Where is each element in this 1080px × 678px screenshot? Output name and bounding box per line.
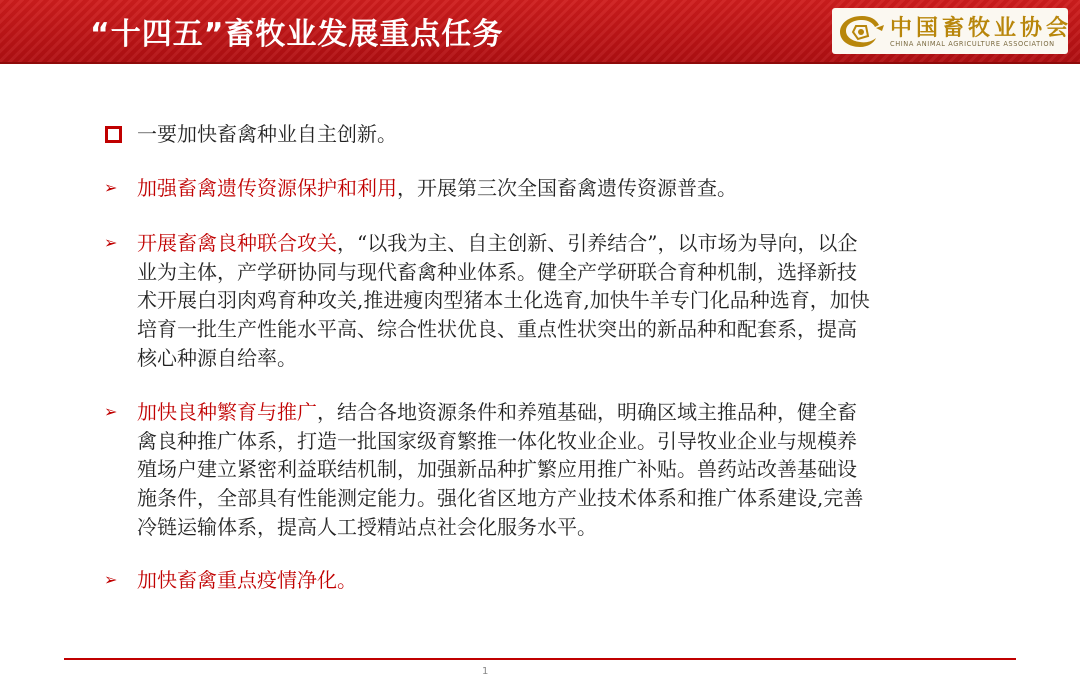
hollow-square-bullet-icon — [104, 120, 122, 151]
list-item — [104, 174, 874, 203]
association-emblem-icon — [836, 12, 888, 50]
footer-divider — [64, 658, 1016, 660]
arrowhead-bullet-icon: ➢ — [104, 402, 118, 422]
header-bar — [0, 0, 1080, 64]
list-item-text: ，“以我为主、自主创新、引养结合”，以市场为导向，以企业为主体，产学研协同与现代畜禽种业体系。健全产学研联合育种机制，选择新技术开展白羽肉鸡育种攻关,推进瘦肉型猪本土化选育,加快牛羊专门化品种选育，加快培育一批生产性能水平高、综合性状优良、重点性状突出的新品种和配套系，提高核心种源自给率。 — [137, 231, 870, 370]
section-heading — [104, 120, 874, 149]
list-item — [104, 566, 874, 595]
arrowhead-bullet-icon: ➢ — [104, 233, 118, 253]
arrowhead-bullet-icon: ➢ — [104, 570, 118, 590]
arrowhead-bullet-icon: ➢ — [104, 177, 118, 197]
list-item-highlight: 开展畜禽良种联合攻关 — [137, 231, 337, 256]
logo-english-name: CHINA ANIMAL AGRICULTURE ASSOCIATION — [890, 40, 1055, 48]
list-item-highlight: 加强畜禽遗传资源保护和利用 — [137, 175, 397, 200]
list-item-highlight: 加快畜禽重点疫情净化。 — [137, 568, 357, 593]
section-heading-text: 一要加快畜禽种业自主创新。 — [137, 122, 397, 146]
page-number: 1 — [482, 666, 489, 677]
list-item — [104, 229, 874, 372]
list-item-text: ，结合各地资源条件和养殖基础，明确区域主推品种，健全畜禽良种推广体系，打造一批国家级育繁推一体化牧业企业。引导牧业企业与规模养殖场户建立紧密利益联结机制，加强新品种扩繁应用推广补贴。兽药站改善基础设施条件，全部具有性能测定能力。强化省区地方产业技术体系和推广体系建设,完善冷链运输体系，提高人工授精站点社会化服务水平。 — [137, 400, 864, 539]
association-logo — [832, 8, 1073, 54]
list-item — [104, 398, 874, 541]
list-item-text: ，开展第三次全国畜禽遗传资源普查。 — [397, 175, 737, 200]
slide-body — [104, 120, 874, 595]
slide-title: “十四五”畜牧业发展重点任务 — [90, 17, 504, 52]
list-item-highlight: 加快良种繁育与推广 — [137, 400, 317, 425]
logo-chinese-name: 中国畜牧业协会 — [890, 15, 1073, 41]
